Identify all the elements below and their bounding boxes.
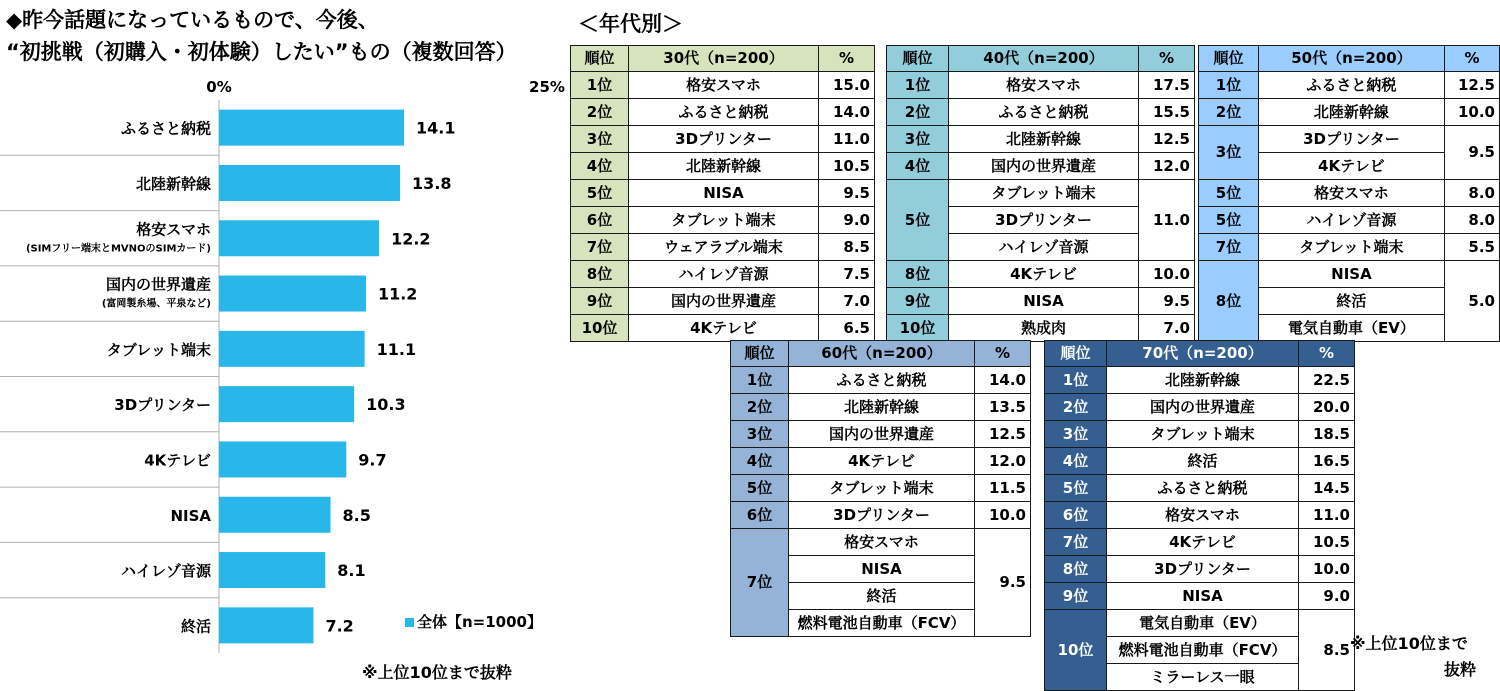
percent-cell: 14.5	[1299, 475, 1355, 502]
table-row	[887, 153, 1195, 180]
rank-cell: 6位	[1045, 502, 1107, 529]
table-row	[1045, 583, 1355, 610]
table-row	[1199, 207, 1500, 234]
percent-cell: 11.0	[819, 126, 875, 153]
table-row	[1045, 529, 1355, 556]
table-row	[887, 99, 1195, 126]
item-cell: ふるさと納税	[629, 99, 819, 126]
header-percent: %	[1139, 46, 1195, 72]
percent-cell: 5.5	[1444, 234, 1499, 261]
ranking-table-t40	[886, 45, 1195, 342]
header-rank: 順位	[1199, 46, 1259, 72]
ranking-table-t30	[570, 45, 875, 342]
item-cell: ふるさと納税	[1107, 475, 1299, 502]
percent-cell: 15.5	[1139, 99, 1195, 126]
note-right-line2: 抜粋	[1444, 660, 1477, 679]
percent-cell: 9.5	[975, 529, 1031, 637]
item-cell: 国内の世界遺産	[1107, 394, 1299, 421]
item-cell: 北陸新幹線	[949, 126, 1139, 153]
data-label-4: 11.1	[376, 339, 417, 359]
percent-cell: 9.5	[1139, 288, 1195, 315]
percent-cell: 6.5	[819, 315, 875, 342]
percent-cell: 10.0	[1299, 556, 1355, 583]
bar-4	[219, 331, 365, 367]
legend-swatch	[405, 618, 414, 627]
percent-cell: 8.0	[1444, 207, 1499, 234]
table-row	[571, 288, 875, 315]
item-cell: 4Kテレビ	[949, 261, 1139, 288]
table-row	[1045, 421, 1355, 448]
category-label-3: 国内の世界遺産	[105, 275, 211, 294]
header-rank: 順位	[887, 46, 949, 72]
bar-8	[219, 552, 325, 588]
rank-cell: 7位	[571, 234, 629, 261]
data-label-5: 10.3	[366, 395, 406, 415]
bar-9	[219, 607, 313, 643]
item-cell: ハイレゾ音源	[629, 261, 819, 288]
percent-cell: 12.0	[1139, 153, 1195, 180]
item-cell: タブレット端末	[949, 180, 1139, 207]
rank-cell: 1位	[887, 72, 949, 99]
bar-chart	[0, 0, 570, 690]
item-cell: 格安スマホ	[1107, 502, 1299, 529]
percent-cell: 17.5	[1139, 72, 1195, 99]
percent-cell: 10.5	[819, 153, 875, 180]
item-cell: NISA	[1258, 261, 1444, 288]
table-row	[887, 288, 1195, 315]
item-cell: 3Dプリンター	[1107, 556, 1299, 583]
item-cell: NISA	[1107, 583, 1299, 610]
rank-cell: 6位	[731, 502, 789, 529]
rank-cell: 7位	[1045, 529, 1107, 556]
rank-cell: 8位	[571, 261, 629, 288]
item-cell: タブレット端末	[629, 207, 819, 234]
percent-cell: 12.0	[975, 448, 1031, 475]
table-header-row	[1199, 46, 1500, 72]
percent-cell: 9.5	[1444, 126, 1499, 180]
table-row	[1045, 610, 1355, 637]
data-label-2: 12.2	[391, 229, 431, 249]
category-label-0: ふるさと納税	[120, 119, 211, 138]
bar-5	[219, 386, 354, 422]
item-cell: NISA	[629, 180, 819, 207]
percent-cell: 13.5	[975, 394, 1031, 421]
category-label-2: 格安スマホ	[136, 220, 211, 239]
item-cell: 国内の世界遺産	[629, 288, 819, 315]
data-label-0: 14.1	[415, 118, 456, 138]
percent-cell: 7.0	[819, 288, 875, 315]
item-cell: 格安スマホ	[949, 72, 1139, 99]
table-row	[731, 421, 1031, 448]
table-row	[1045, 475, 1355, 502]
item-cell: タブレット端末	[1258, 234, 1444, 261]
table-header-row	[571, 46, 875, 72]
item-cell: 北陸新幹線	[1258, 99, 1444, 126]
rank-cell: 3位	[571, 126, 629, 153]
rank-cell: 6位	[571, 207, 629, 234]
item-cell: 3Dプリンター	[789, 502, 975, 529]
item-cell: 3Dプリンター	[1258, 126, 1444, 153]
bar-2	[219, 220, 379, 256]
ranking-table-t70	[1044, 340, 1355, 691]
rank-cell: 8位	[887, 261, 949, 288]
percent-cell: 8.5	[819, 234, 875, 261]
table-row	[571, 207, 875, 234]
data-label-1: 13.8	[412, 173, 452, 193]
item-cell: 4Kテレビ	[1258, 153, 1444, 180]
table-row	[1045, 394, 1355, 421]
table-row	[571, 261, 875, 288]
percent-cell: 20.0	[1299, 394, 1355, 421]
data-label-9: 7.2	[325, 616, 354, 636]
rank-cell: 5位	[887, 180, 949, 261]
item-cell: 電気自動車（EV）	[1258, 315, 1444, 342]
rank-cell: 5位	[1045, 475, 1107, 502]
category-label-6: 4Kテレビ	[144, 451, 211, 470]
table-header-row	[1045, 341, 1355, 367]
chart-legend	[405, 611, 542, 632]
rank-cell: 5位	[571, 180, 629, 207]
table-row	[731, 394, 1031, 421]
rank-cell: 3位	[731, 421, 789, 448]
item-cell: 国内の世界遺産	[789, 421, 975, 448]
percent-cell: 11.5	[975, 475, 1031, 502]
header-rank: 順位	[731, 341, 789, 367]
table-row	[571, 153, 875, 180]
item-cell: 燃料電池自動車（FCV）	[1107, 637, 1299, 664]
rank-cell: 9位	[571, 288, 629, 315]
table-row	[571, 180, 875, 207]
percent-cell: 14.0	[975, 367, 1031, 394]
item-cell: 3Dプリンター	[629, 126, 819, 153]
header-rank: 順位	[571, 46, 629, 72]
table-row	[1199, 261, 1500, 288]
axis-tick-label-25: 25%	[529, 78, 565, 96]
rank-cell: 10位	[571, 315, 629, 342]
category-sublabel-2: (SIMフリー端末とMVNOのSIMカード)	[25, 243, 211, 255]
item-cell: ウェアラブル端末	[629, 234, 819, 261]
rank-cell: 2位	[887, 99, 949, 126]
rank-cell: 9位	[1045, 583, 1107, 610]
bar-7	[219, 497, 331, 533]
header-percent: %	[1444, 46, 1499, 72]
table-row	[887, 72, 1195, 99]
item-cell: 燃料電池自動車（FCV）	[789, 610, 975, 637]
percent-cell: 10.0	[1139, 261, 1195, 288]
chart-title-line2: “初挑戦（初購入・初体験）したい”もの（複数回答）	[6, 40, 517, 64]
table-row	[1045, 556, 1355, 583]
header-percent: %	[1299, 341, 1355, 367]
item-cell: 電気自動車（EV）	[1107, 610, 1299, 637]
note-right-line1: ※上位10位まで	[1350, 634, 1468, 653]
table-header-row	[887, 46, 1195, 72]
ranking-table-t50	[1198, 45, 1500, 342]
data-label-6: 9.7	[358, 450, 387, 470]
table-row	[1045, 367, 1355, 394]
table-row	[571, 99, 875, 126]
header-percent: %	[819, 46, 875, 72]
table-header-row	[731, 341, 1031, 367]
table-row	[571, 72, 875, 99]
table-row	[887, 315, 1195, 342]
rank-cell: 7位	[1199, 234, 1259, 261]
item-cell: 北陸新幹線	[1107, 367, 1299, 394]
item-cell: 終活	[789, 583, 975, 610]
item-cell: ハイレゾ音源	[949, 234, 1139, 261]
percent-cell: 22.5	[1299, 367, 1355, 394]
rank-cell: 9位	[887, 288, 949, 315]
rank-cell: 2位	[731, 394, 789, 421]
item-cell: ふるさと納税	[789, 367, 975, 394]
percent-cell: 10.0	[1444, 99, 1499, 126]
percent-cell: 11.0	[1299, 502, 1355, 529]
rank-cell: 1位	[1045, 367, 1107, 394]
item-cell: タブレット端末	[789, 475, 975, 502]
rank-cell: 4位	[1045, 448, 1107, 475]
chart-title-line1: ◆昨今話題になっているもので、今後、	[6, 8, 379, 32]
table-row	[731, 448, 1031, 475]
table-row	[571, 315, 875, 342]
category-label-1: 北陸新幹線	[135, 174, 211, 193]
table-row	[1199, 180, 1500, 207]
percent-cell: 12.5	[1444, 72, 1499, 99]
percent-cell: 10.5	[1299, 529, 1355, 556]
header-rank: 順位	[1045, 341, 1107, 367]
item-cell: 格安スマホ	[629, 72, 819, 99]
rank-cell: 10位	[1045, 610, 1107, 691]
table-row	[731, 367, 1031, 394]
axis-tick-label-0: 0%	[206, 78, 232, 96]
bar-3	[219, 276, 366, 312]
item-cell: タブレット端末	[1107, 421, 1299, 448]
percent-cell: 5.0	[1444, 261, 1499, 342]
data-label-8: 8.1	[337, 561, 366, 581]
category-label-9: 終活	[180, 617, 211, 636]
bar-0	[219, 110, 404, 146]
category-label-5: 3Dプリンター	[114, 396, 211, 415]
table-row	[571, 234, 875, 261]
percent-cell: 9.0	[819, 207, 875, 234]
rank-cell: 4位	[887, 153, 949, 180]
header-age-group: 30代（n=200）	[629, 46, 819, 72]
rank-cell: 3位	[1045, 421, 1107, 448]
bar-1	[219, 165, 400, 201]
item-cell: 終活	[1107, 448, 1299, 475]
rank-cell: 5位	[731, 475, 789, 502]
rank-cell: 4位	[731, 448, 789, 475]
table-row	[1045, 502, 1355, 529]
percent-cell: 14.0	[819, 99, 875, 126]
item-cell: 4Kテレビ	[629, 315, 819, 342]
rank-cell: 1位	[731, 367, 789, 394]
table-row	[571, 126, 875, 153]
item-cell: ふるさと納税	[1258, 72, 1444, 99]
percent-cell: 10.0	[975, 502, 1031, 529]
item-cell: NISA	[949, 288, 1139, 315]
rank-cell: 3位	[1199, 126, 1259, 180]
item-cell: NISA	[789, 556, 975, 583]
percent-cell: 11.0	[1139, 180, 1195, 261]
item-cell: 格安スマホ	[1258, 180, 1444, 207]
rank-cell: 2位	[1045, 394, 1107, 421]
category-label-8: ハイレゾ音源	[120, 562, 211, 581]
item-cell: 熟成肉	[949, 315, 1139, 342]
item-cell: ミラーレス一眼	[1107, 664, 1299, 691]
note-left: ※上位10位まで抜粋	[362, 663, 512, 682]
table-row	[1199, 126, 1500, 153]
age-heading: ＜年代別＞	[578, 12, 683, 36]
percent-cell: 12.5	[1139, 126, 1195, 153]
item-cell: 3Dプリンター	[949, 207, 1139, 234]
item-cell: ハイレゾ音源	[1258, 207, 1444, 234]
table-row	[731, 529, 1031, 556]
item-cell: 北陸新幹線	[629, 153, 819, 180]
bar-6	[219, 441, 346, 477]
rank-cell: 5位	[1199, 207, 1259, 234]
rank-cell: 7位	[731, 529, 789, 637]
category-label-7: NISA	[170, 506, 211, 525]
rank-cell: 8位	[1045, 556, 1107, 583]
table-row	[1045, 448, 1355, 475]
category-label-4: タブレット端末	[106, 340, 211, 359]
item-cell: 4Kテレビ	[1107, 529, 1299, 556]
rank-cell: 2位	[571, 99, 629, 126]
header-age-group: 60代（n=200）	[789, 341, 975, 367]
percent-cell: 16.5	[1299, 448, 1355, 475]
percent-cell: 7.0	[1139, 315, 1195, 342]
item-cell: 4Kテレビ	[789, 448, 975, 475]
item-cell: 格安スマホ	[789, 529, 975, 556]
table-row	[731, 475, 1031, 502]
rank-cell: 2位	[1199, 99, 1259, 126]
percent-cell: 12.5	[975, 421, 1031, 448]
percent-cell: 9.0	[1299, 583, 1355, 610]
percent-cell: 8.5	[1299, 610, 1355, 691]
percent-cell: 9.5	[819, 180, 875, 207]
item-cell: 北陸新幹線	[789, 394, 975, 421]
item-cell: 終活	[1258, 288, 1444, 315]
header-age-group: 40代（n=200）	[949, 46, 1139, 72]
rank-cell: 8位	[1199, 261, 1259, 342]
table-row	[731, 502, 1031, 529]
rank-cell: 4位	[571, 153, 629, 180]
table-row	[887, 261, 1195, 288]
item-cell: 国内の世界遺産	[949, 153, 1139, 180]
percent-cell: 18.5	[1299, 421, 1355, 448]
rank-cell: 5位	[1199, 180, 1259, 207]
table-row	[1199, 72, 1500, 99]
rank-cell: 1位	[1199, 72, 1259, 99]
percent-cell: 8.0	[1444, 180, 1499, 207]
table-row	[1199, 99, 1500, 126]
data-label-7: 8.5	[342, 505, 371, 525]
ranking-table-t60	[730, 340, 1031, 637]
rank-cell: 1位	[571, 72, 629, 99]
percent-cell: 15.0	[819, 72, 875, 99]
header-age-group: 70代（n=200）	[1107, 341, 1299, 367]
item-cell: ふるさと納税	[949, 99, 1139, 126]
category-sublabel-3: (富岡製糸場、平泉など)	[101, 298, 211, 310]
table-row	[887, 126, 1195, 153]
table-row	[1199, 234, 1500, 261]
header-age-group: 50代（n=200）	[1258, 46, 1444, 72]
table-row	[887, 180, 1195, 207]
data-label-3: 11.2	[377, 284, 418, 304]
header-percent: %	[975, 341, 1031, 367]
legend-label: 全体【n=1000】	[417, 613, 542, 631]
rank-cell: 3位	[887, 126, 949, 153]
rank-cell: 10位	[887, 315, 949, 342]
percent-cell: 7.5	[819, 261, 875, 288]
